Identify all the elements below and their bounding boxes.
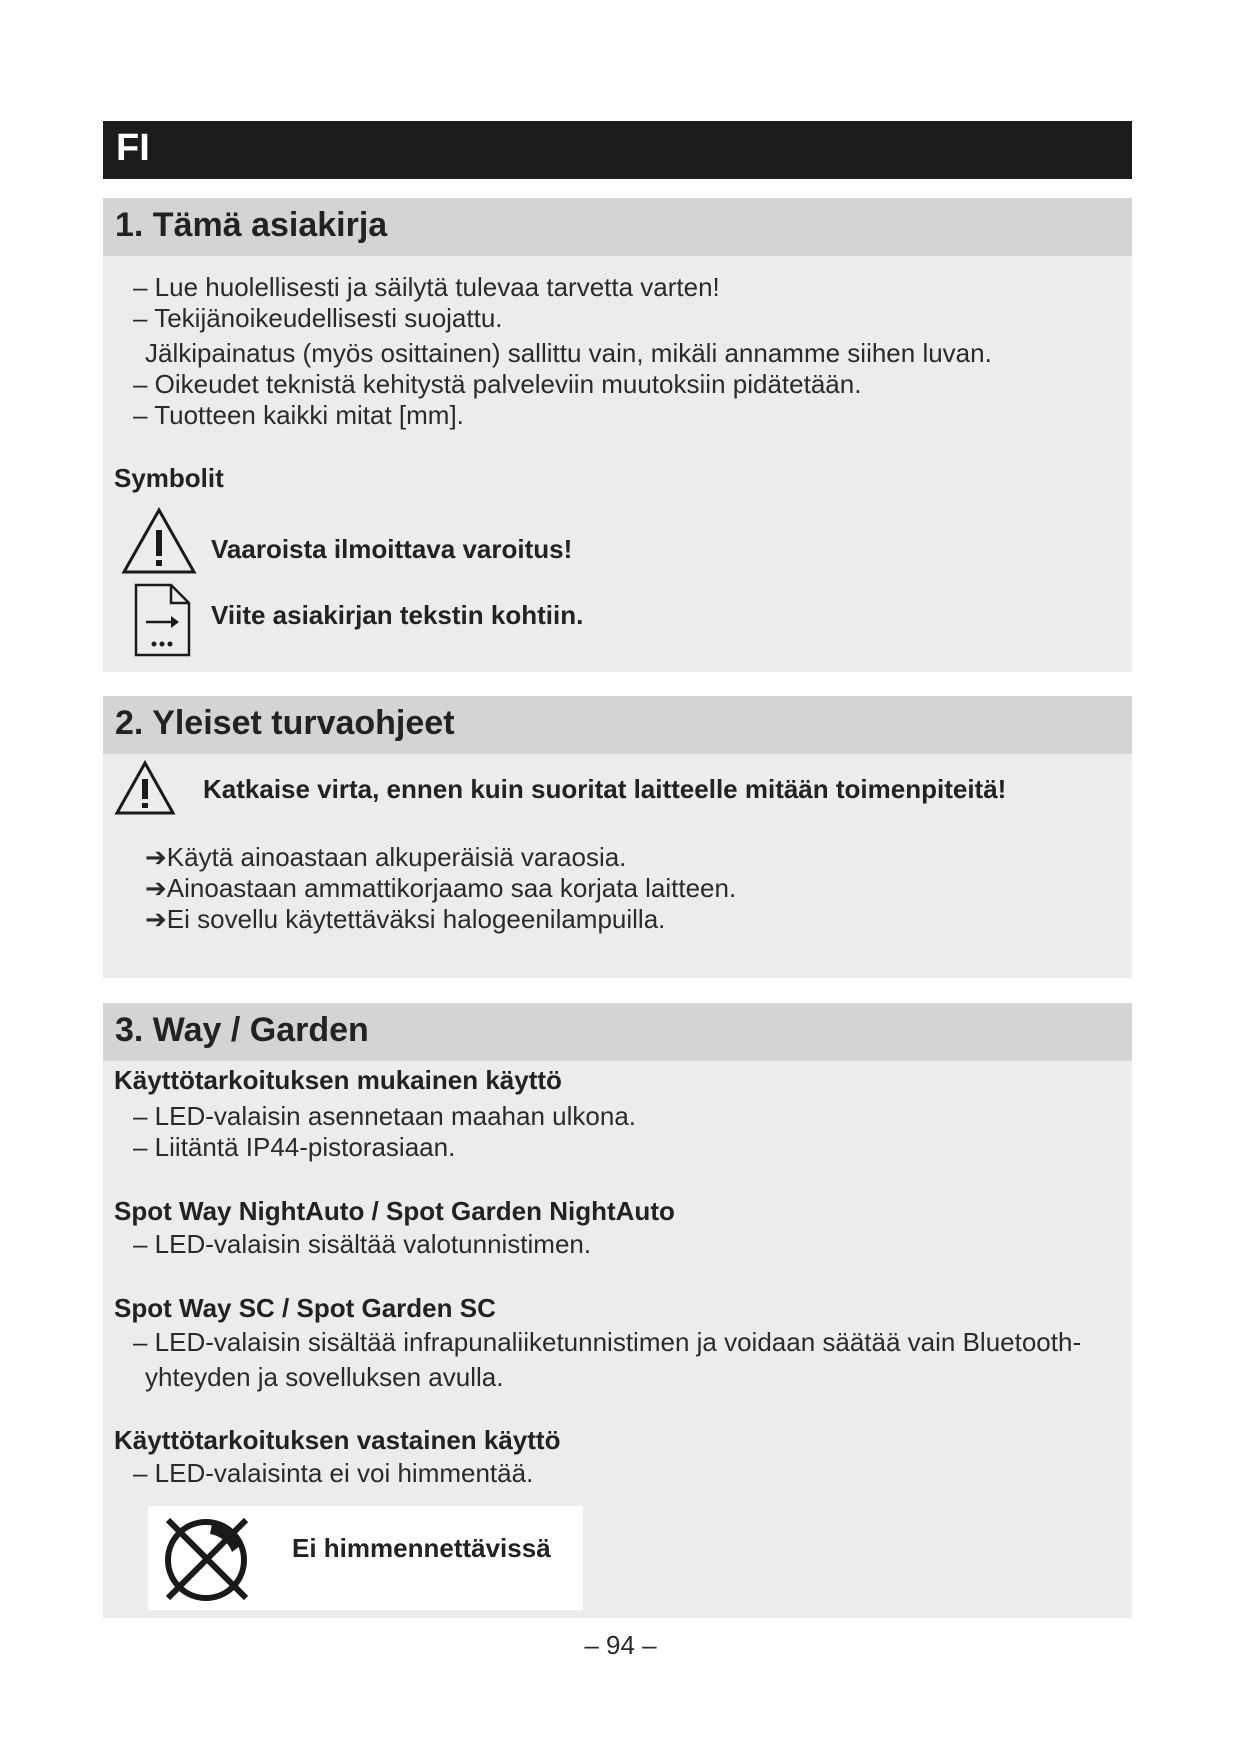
warning-triangle-icon — [114, 760, 176, 816]
intended-use-heading: Käyttötarkoituksen mukainen käyttö — [114, 1065, 562, 1095]
section-1-header — [103, 198, 1132, 256]
symbols-heading: Symbolit — [114, 463, 224, 493]
section-3-header — [103, 1003, 1132, 1061]
improper-use-heading: Käyttötarkoituksen vastainen käyttö — [114, 1425, 561, 1455]
page-number: – 94 – — [584, 1630, 657, 1660]
list-item: – Oikeudet teknistä kehitystä palveleviin muutoksiin pidätetään. — [133, 369, 862, 399]
list-item: – LED-valaisin asennetaan maahan ulkona. — [133, 1101, 637, 1131]
document-reference-icon — [133, 582, 193, 658]
section-3-title: 3. Way / Garden — [115, 1011, 369, 1049]
symbol-warning-label: Vaaroista ilmoittava varoitus! — [211, 534, 573, 564]
list-item: yhteyden ja sovelluksen avulla. — [145, 1362, 504, 1392]
sc-heading: Spot Way SC / Spot Garden SC — [114, 1293, 496, 1323]
list-item: – Liitäntä IP44-pistorasiaan. — [133, 1132, 456, 1162]
list-item: – Tekijänoikeudellisesti suojattu. — [133, 303, 503, 333]
section-2-title: 2. Yleiset turvaohjeet — [115, 704, 455, 742]
list-item: ➔Käytä ainoastaan alkuperäisiä varaosia. — [145, 842, 627, 872]
nightauto-heading: Spot Way NightAuto / Spot Garden NightAuto — [114, 1196, 675, 1226]
language-header-bar — [103, 121, 1132, 179]
list-item: ➔Ei sovellu käytettäväksi halogeenilampuilla. — [145, 904, 666, 934]
list-item: – LED-valaisin sisältää infrapunaliiketunnistimen ja voidaan säätää vain Bluetooth- — [133, 1327, 1082, 1357]
list-item: – LED-valaisinta ei voi himmentää. — [133, 1458, 534, 1488]
safety-warning-text: Katkaise virta, ennen kuin suoritat laitteelle mitään toimenpiteitä! — [203, 774, 1007, 804]
not-dimmable-icon — [160, 1512, 252, 1604]
section-2-header — [103, 696, 1132, 754]
section-2-box — [103, 696, 1132, 978]
list-item: ➔Ainoastaan ammattikorjaamo saa korjata laitteen. — [145, 873, 737, 903]
list-item: Jälkipainatus (myös osittainen) sallittu vain, mikäli annamme siihen luvan. — [145, 338, 992, 368]
warning-triangle-icon — [121, 506, 197, 576]
symbol-reference-label: Viite asiakirjan tekstin kohtiin. — [211, 600, 584, 630]
section-1-title: 1. Tämä asiakirja — [115, 206, 388, 244]
list-item: – LED-valaisin sisältää valotunnistimen. — [133, 1229, 592, 1259]
list-item: – Lue huolellisesti ja säilytä tulevaa tarvetta varten! — [133, 272, 720, 302]
list-item: – Tuotteen kaikki mitat [mm]. — [133, 400, 464, 430]
language-code: FI — [116, 127, 150, 169]
not-dimmable-label: Ei himmennettävissä — [292, 1533, 551, 1563]
